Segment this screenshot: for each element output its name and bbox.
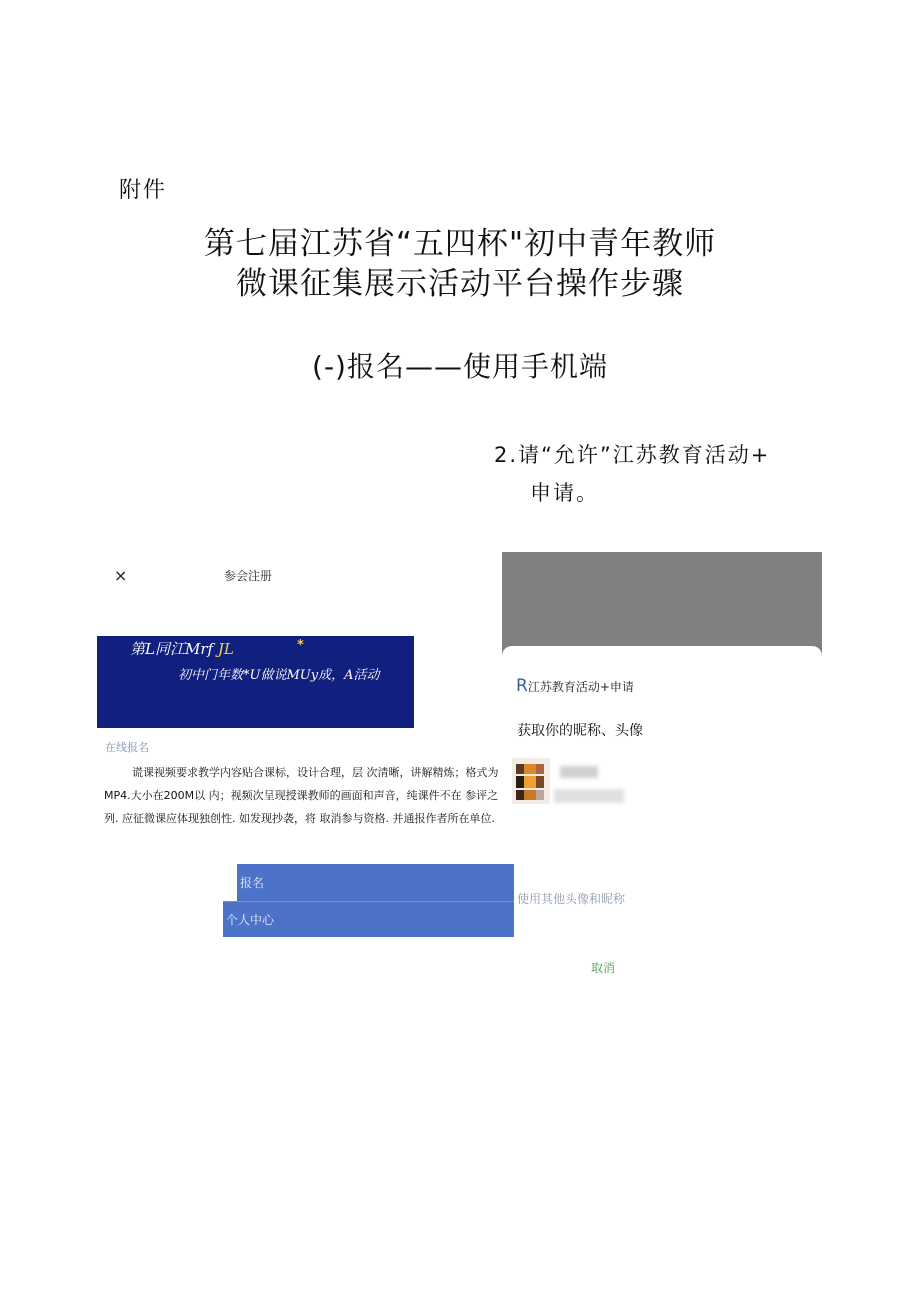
banner-title-line-2: 初中门年数*U做说MUy成，A活动: [178, 668, 380, 683]
banner-title-highlight: JL: [217, 640, 234, 658]
step-2-instruction: 2.请“允许”江苏教育活动+: [494, 443, 771, 467]
registration-page-title: 参会注册: [224, 569, 273, 583]
signup-button[interactable]: 报名: [237, 864, 514, 901]
dimmed-overlay: [502, 552, 822, 656]
section-heading: (-)报名——使用手机端: [312, 350, 608, 383]
user-avatar-blurred[interactable]: [512, 758, 550, 804]
nickname-blurred: [560, 766, 598, 778]
app-request-text: 江苏教育活动+申请: [527, 680, 634, 694]
banner-title-text: 第L同江Mrf: [130, 640, 218, 658]
document-title-line-1: 第七届江苏省“五四杯"初中青年教师: [203, 226, 717, 262]
app-request-line: [516, 676, 634, 696]
banner-title-line-1: [130, 638, 234, 659]
close-icon[interactable]: ×: [114, 566, 128, 585]
document-title-line-2: 微课征集展示活动平台操作步骤: [236, 266, 684, 302]
nickname-detail-blurred: [554, 789, 624, 803]
step-2-instruction-continued: 申请。: [530, 481, 599, 505]
app-logo-icon: R: [516, 676, 528, 696]
cancel-button[interactable]: 取消: [591, 961, 616, 975]
permission-request-text: 获取你的昵称、头像: [517, 723, 643, 739]
attachment-label: 附件: [119, 178, 168, 203]
use-other-avatar-link[interactable]: 使用其他头像和昵称: [517, 892, 626, 906]
requirements-description: 谎课视频要求教学内容贴合课标，设计合理，层 次清晰，讲解精炼；格式为MP4.大小在200M以 内；视频次呈现授课教师的画面和声音，纯课件不在 参评之列. 应征微课应体现独创性. 如发现抄袭，将 取消参与资格. 并通报作者所在单位.: [104, 766, 499, 825]
online-signup-label: 在线报名: [105, 741, 149, 754]
banner-star-icon: *: [297, 638, 304, 653]
authorization-sheet-top: [502, 646, 822, 666]
personal-center-button[interactable]: 个人中心: [223, 901, 514, 937]
